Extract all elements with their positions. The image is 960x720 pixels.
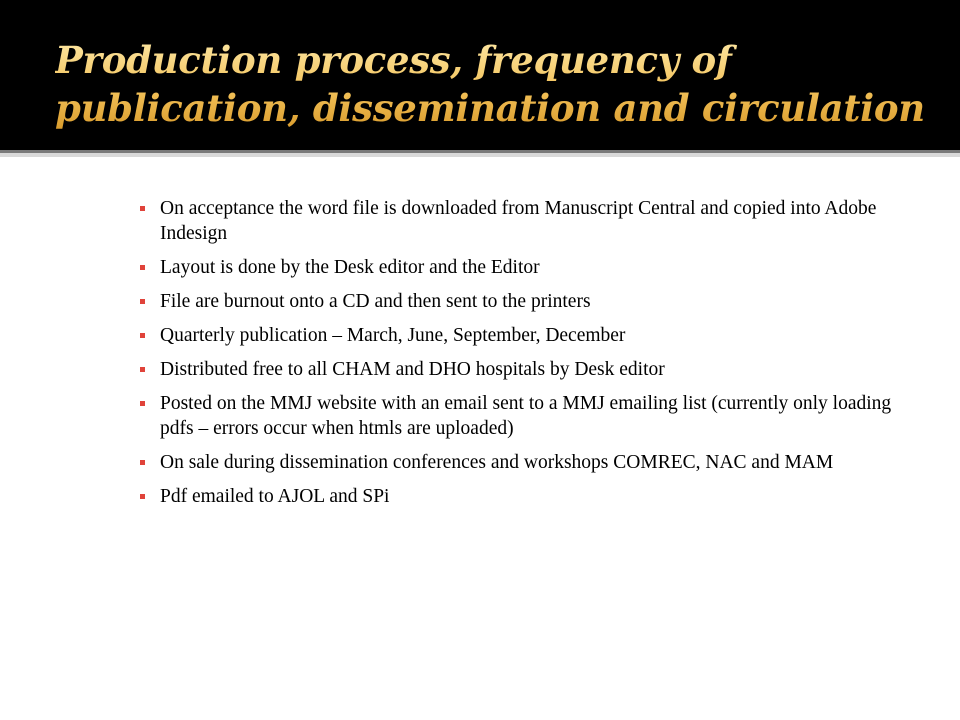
bullet-item: [118, 196, 918, 246]
bullet-text: Layout is done by the Desk editor and the Editor: [160, 257, 540, 278]
bullet-text: On sale during dissemination conferences and workshops COMREC, NAC and MAM: [160, 452, 834, 473]
bullet-text: File are burnout onto a CD and then sent to the printers: [160, 291, 591, 312]
bullet-text: Posted on the MMJ website with an email sent to a MMJ emailing list (currently only loading pdfs – errors occur when htmls are uploaded): [160, 393, 892, 439]
bullet-item: [118, 289, 918, 314]
bullet-item: [118, 323, 918, 348]
bullet-text: Distributed free to all CHAM and DHO hospitals by Desk editor: [160, 359, 665, 380]
bullet-item: [118, 391, 918, 441]
square-bullet-icon: [140, 265, 145, 270]
bullet-text: Pdf emailed to AJOL and SPi: [160, 486, 390, 507]
bullet-item: [118, 357, 918, 382]
slide-title: [55, 36, 935, 132]
title-band: [0, 0, 960, 150]
square-bullet-icon: [140, 333, 145, 338]
bullet-item: [118, 484, 918, 509]
bullet-list: [118, 196, 918, 518]
bullet-item: [118, 255, 918, 280]
square-bullet-icon: [140, 367, 145, 372]
square-bullet-icon: [140, 460, 145, 465]
square-bullet-icon: [140, 494, 145, 499]
square-bullet-icon: [140, 206, 145, 211]
square-bullet-icon: [140, 299, 145, 304]
title-line-2: publication, dissemination and circulation: [55, 86, 925, 130]
title-divider-light: [0, 153, 960, 157]
title-line-1: Production process, frequency of: [55, 38, 732, 82]
square-bullet-icon: [140, 401, 145, 406]
bullet-item: [118, 450, 918, 475]
bullet-text: Quarterly publication – March, June, September, December: [160, 325, 626, 346]
bullet-text: On acceptance the word file is downloaded from Manuscript Central and copied into Adobe Indesign: [160, 198, 877, 244]
